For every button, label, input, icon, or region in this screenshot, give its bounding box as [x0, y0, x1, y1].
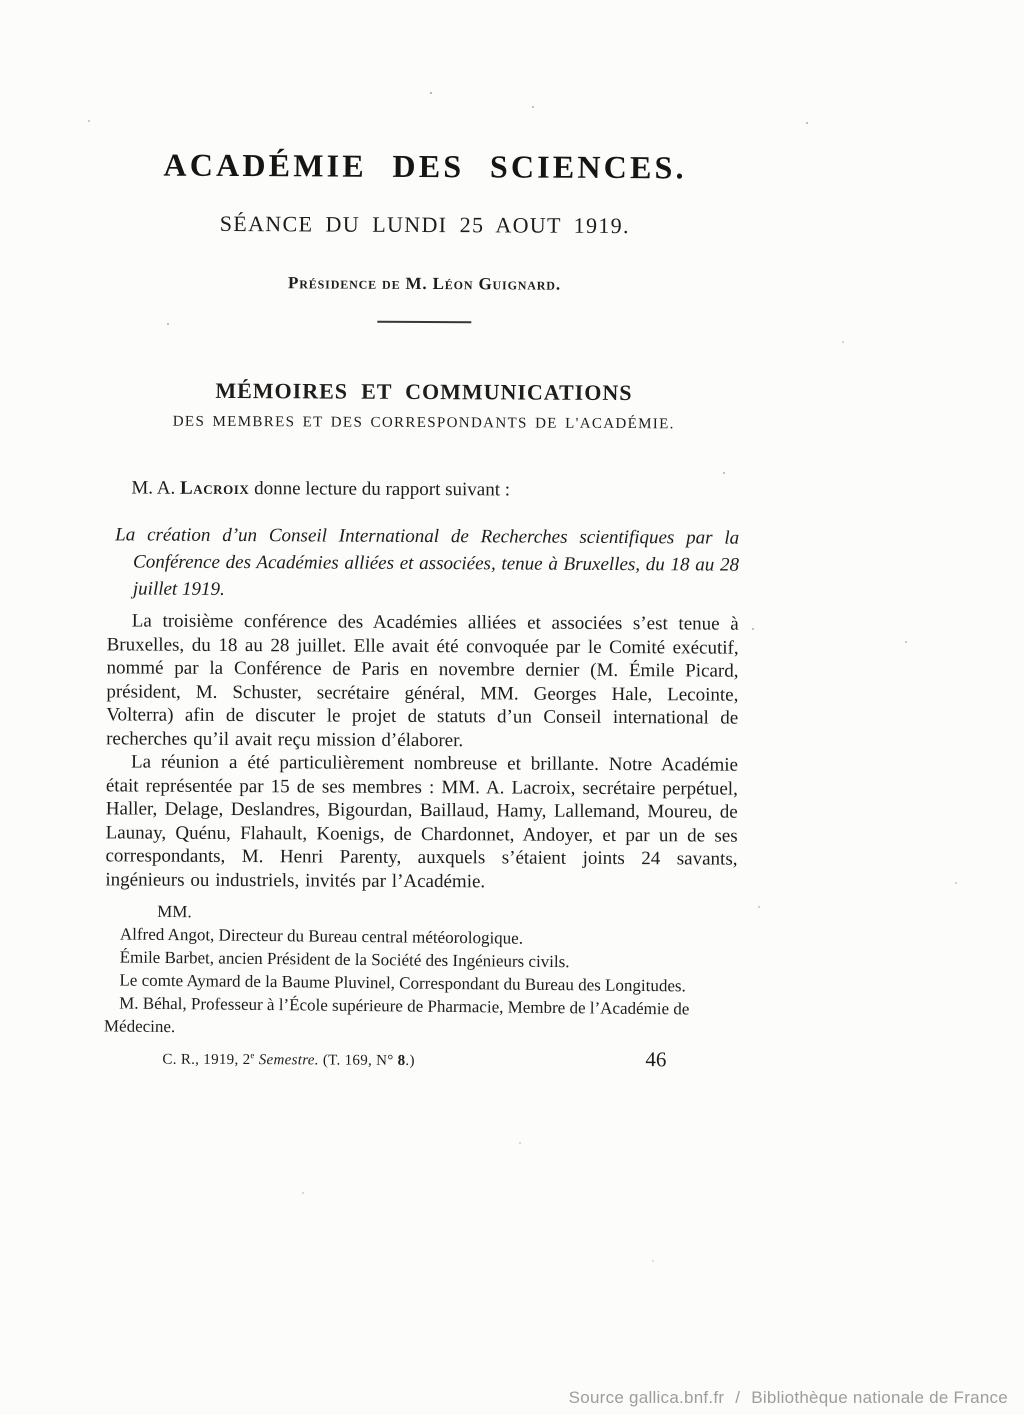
attendees-list [104, 899, 737, 1044]
speaker-prefix: M. A. [131, 477, 181, 499]
report-intro-line [107, 476, 739, 503]
footnote-issue-number: 8 [397, 1052, 406, 1069]
gallica-source-credit [569, 1388, 1008, 1408]
report-intro-rest: donne lecture du rapport suivant : [249, 478, 511, 501]
footnote-prefix: C. R., 1919, 2 [162, 1051, 251, 1069]
footnote-end: .) [405, 1052, 415, 1069]
page-text-block [104, 0, 742, 1073]
source-separator: / [735, 1388, 741, 1407]
footer-row [104, 1044, 736, 1072]
attendees-heading: MM. [157, 901, 192, 922]
paragraph: La réunion a été particulièrement nombreuse et brillante. Notre Académie était représentée par 15 de ses membres : MM. A. Lacroix, secrétaire perpétuel, Haller, Delage, Deslandres, Bigourdan, Baillaud, Hamy, Lallemand, Moureu, de Launay, Quénu, Flahault, Koenigs, de Chardonnet, Andoyer, et par un de ses correspondants, M. Henri Parenty, auxquels s’étaient joints 24 savants, ingénieurs ou industriels, invités par l’Académie. [105, 751, 739, 892]
session-heading: SÉANCE DU LUNDI 25 AOUT 1919. [219, 210, 630, 239]
attendee-item: Alfred Angot, Directeur du Bureau central météorologique. [119, 924, 524, 948]
section-subtitle: DES MEMBRES ET DES CORRESPONDANTS DE L'ACADÉMIE. [172, 413, 675, 433]
volume-footnote [162, 1050, 414, 1070]
section-title: MÉMOIRES ET COMMUNICATIONS [215, 377, 633, 406]
speaker-name: Lacroix [179, 477, 250, 500]
attendee-item: M. Béhal, Professeur à l’École supérieure de Pharmacie, Membre de l’Académie de Médecine. [103, 993, 690, 1037]
presidence-line: Présidence de M. Léon Guignard. [288, 273, 562, 294]
journal-title: ACADÉMIE DES SCIENCES. [163, 146, 687, 186]
separator-rule [377, 321, 471, 323]
attendee-item: Le comte Aymard de la Baume Pluvinel, Correspondant du Bureau des Longitudes. [119, 970, 686, 996]
attendee-item: Émile Barbet, ancien Président de la Société des Ingénieurs civils. [119, 947, 570, 972]
scan-speckles [0, 0, 2, 2]
footnote-italic: Semestre. [254, 1052, 323, 1069]
report-title: La création d’un Conseil International de Recherches scientifiques par la Conférence des Académies alliées et associées, tenue à Bruxelles, du 18 au 28 juillet 1919. [115, 524, 740, 600]
page-number: 46 [645, 1047, 667, 1072]
source-text: Source gallica.bnf.fr [568, 1388, 725, 1407]
paragraph: La troisième conférence des Académies alliées et associées s’est tenue à Bruxelles, du 18 au 28 juillet. Elle avait été convoquée par le Comité exécutif, nommé par la Conférence de Paris en novembre dernier (M. Émile Picard, président, M. Schuster, secrétaire général, MM. Georges Hale, Lecointe, Volterra) afin de discuter le projet de statuts d’un Conseil international de recherches qu’il avait reçu mission d’élaborer. [106, 610, 739, 751]
footnote-mid: (T. 169, N° [322, 1052, 398, 1069]
institution-text: Bibliothèque nationale de France [751, 1388, 1008, 1407]
footnote-superscript: e [250, 1050, 255, 1061]
